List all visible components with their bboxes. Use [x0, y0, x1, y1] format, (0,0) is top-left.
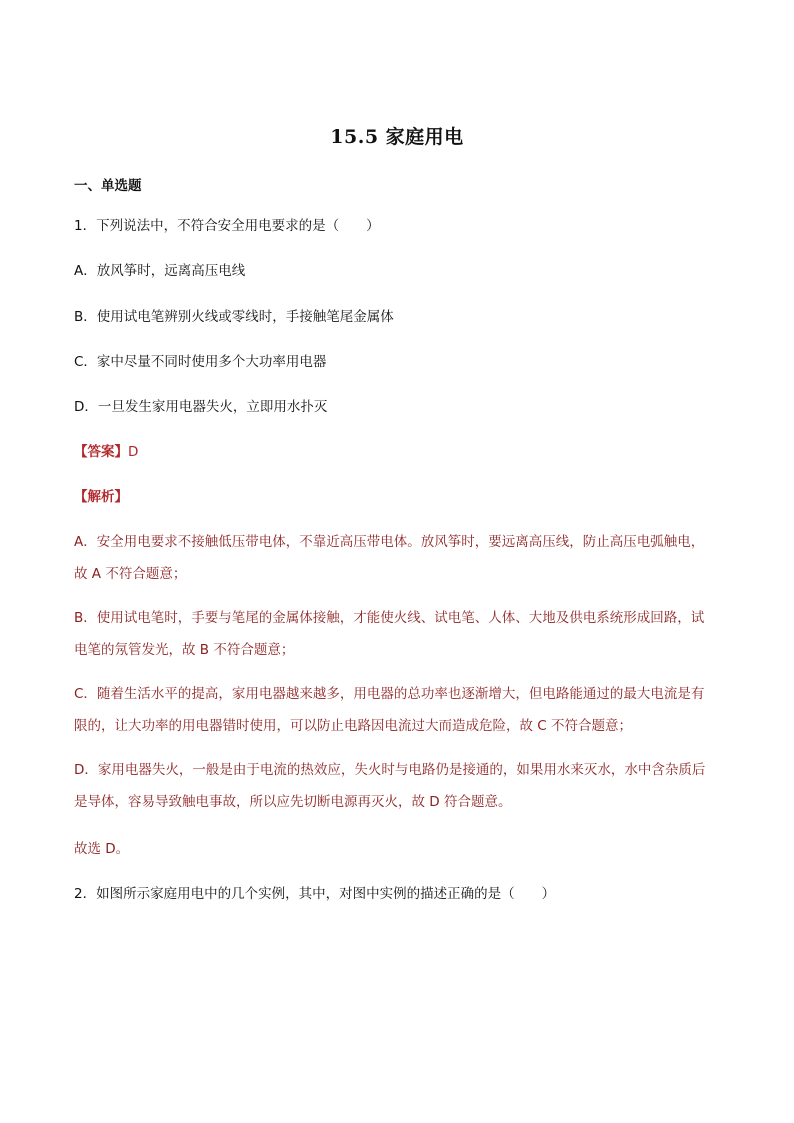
analysis-a-line-1: A．安全用电要求不接触低压带电体，不靠近高压带电体。放风筝时，要远离高压线，防止高压电弧触电， [74, 534, 705, 550]
analysis-d-line-1: D．家用电器失火，一般是由于电流的热效应，失火时与电路仍是接通的，如果用水来灭水，水中含杂质后 [74, 762, 706, 778]
analysis-paragraph-c [74, 678, 734, 742]
question-2-stem: 2．如图所示家庭用电中的几个实例，其中，对图中实例的描述正确的是（ ） [74, 886, 556, 902]
question-1-option-a: A．放风筝时，远离高压电线 [74, 263, 246, 279]
question-1-option-d: D．一旦发生家用电器失火，立即用水扑灭 [74, 399, 328, 415]
question-1-option-c: C．家中尽量不同时使用多个大功率用电器 [74, 354, 327, 370]
analysis-c-line-2: 限的，让大功率的用电器错时使用，可以防止电路因电流过大而造成危险，故 C 不符合题意； [74, 718, 633, 734]
analysis-paragraph-d [74, 754, 734, 818]
question-1-stem: 1．下列说法中，不符合安全用电要求的是（ ） [74, 218, 380, 234]
analysis-conclusion: 故选 D。 [74, 841, 130, 857]
analysis-a-line-2: 故 A 不符合题意； [74, 566, 187, 582]
analysis-d-line-2: 是导体，容易导致触电事故，所以应先切断电源再灭火，故 D 符合题意。 [74, 794, 512, 810]
analysis-b-line-2: 电笔的氖管发光，故 B 不符合题意； [74, 642, 295, 658]
analysis-paragraph-a [74, 526, 734, 590]
analysis-b-line-1: B．使用试电笔时，手要与笔尾的金属体接触，才能使火线、试电笔、人体、大地及供电系统形成回路，试 [74, 610, 705, 626]
page-title: 15.5 家庭用电 [330, 126, 464, 148]
answer-line [74, 443, 138, 461]
section-heading: 一、单选题 [74, 178, 142, 194]
analysis-c-line-1: C．随着生活水平的提高，家用电器越来越多，用电器的总功率也逐渐增大，但电路能通过的最大电流是有 [74, 686, 705, 702]
answer-tag: 【答案】 [74, 444, 128, 460]
analysis-tag: 【解析】 [74, 489, 128, 505]
question-1-option-b: B．使用试电笔辨别火线或零线时，手接触笔尾金属体 [74, 309, 394, 325]
analysis-paragraph-b [74, 602, 734, 666]
answer-value: D [128, 444, 139, 460]
